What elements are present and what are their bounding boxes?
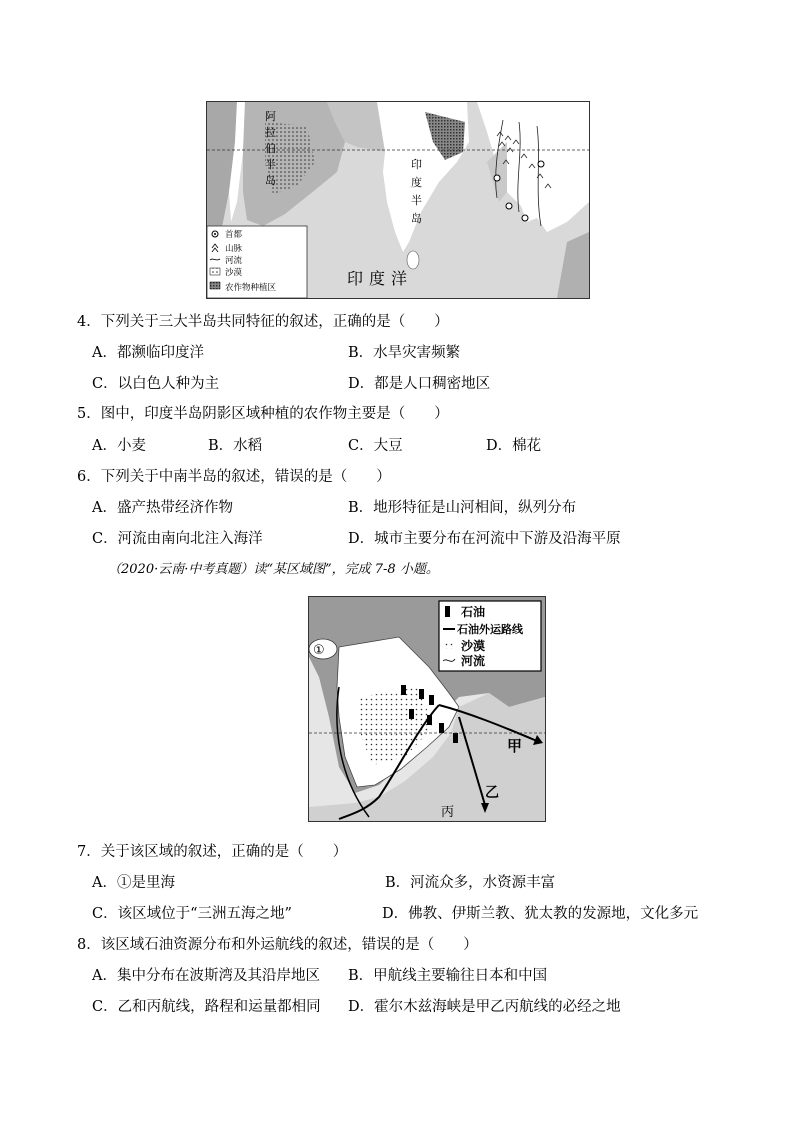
mark-yi: 乙 <box>485 785 499 801</box>
desert-icon <box>210 268 220 275</box>
sri-lanka <box>407 251 419 269</box>
q8-option-d[interactable]: D．霍尔木兹海峡是甲乙丙航线的必经之地 <box>348 999 621 1015</box>
map1-svg <box>207 102 589 298</box>
q8-option-b[interactable]: B．甲航线主要输往日本和中国 <box>348 968 548 984</box>
ocean-label: 印度洋 <box>347 269 414 288</box>
legend-river-label-2: 河流 <box>461 654 486 668</box>
map1-legend <box>207 226 307 298</box>
q7-option-b[interactable]: B．河流众多，水资源丰富 <box>385 875 556 891</box>
legend-crop-label: 农作物种植区 <box>225 283 277 293</box>
desert-icon-2 <box>443 641 455 649</box>
q6-option-a[interactable]: A．盛产热带经济作物 <box>92 500 233 516</box>
question-5-stem: 5．图中，印度半岛阴影区域种植的农作物主要是（ ） <box>77 406 449 422</box>
q7-option-d[interactable]: D．佛教、伊斯兰教、犹太教的发源地，文化多元 <box>382 906 699 922</box>
mark-one: ① <box>313 643 325 658</box>
q6-option-c[interactable]: C．河流由南向北注入海洋 <box>92 531 263 547</box>
question-4-stem: 4．下列关于三大半岛共同特征的叙述，正确的是（ ） <box>77 314 449 330</box>
map2-legend <box>439 601 541 671</box>
south-asia-peninsulas-map <box>206 101 590 299</box>
q8-option-c[interactable]: C．乙和丙航线，路程和运量都相同 <box>92 999 321 1015</box>
mark-bing: 丙 <box>441 805 455 820</box>
oil-icon <box>445 606 450 617</box>
legend-desert-label: 沙漠 <box>225 268 243 278</box>
legend-oil-label: 石油 <box>461 605 486 619</box>
q6-option-b[interactable]: B．地形特征是山河相间，纵列分布 <box>348 500 577 516</box>
q4-option-a[interactable]: A．都濒临印度洋 <box>92 345 204 361</box>
q4-option-d[interactable]: D．都是人口稠密地区 <box>348 376 491 392</box>
q5-option-c[interactable]: C．大豆 <box>348 438 403 454</box>
india-label: 印度半岛 <box>411 158 422 225</box>
legend-river-label: 河流 <box>225 256 243 266</box>
legend-capital-label: 首都 <box>225 230 243 240</box>
middle-east-region-map <box>308 596 546 822</box>
mark-jia: 甲 <box>507 737 523 755</box>
question-6-stem: 6．下列关于中南半岛的叙述，错误的是（ ） <box>77 469 391 485</box>
legend-desert-label-2: 沙漠 <box>461 639 486 653</box>
legend-route-label: 石油外运路线 <box>457 623 523 636</box>
q5-option-b[interactable]: B．水稻 <box>208 438 263 454</box>
q5-option-a[interactable]: A．小麦 <box>92 438 146 454</box>
source-note: （2020·云南·中考真题）读“某区域图”，完成 7-8 小题。 <box>108 562 439 577</box>
map2-svg <box>309 597 545 821</box>
q5-option-d[interactable]: D．棉花 <box>486 438 542 454</box>
legend-mountain-label: 山脉 <box>225 244 243 254</box>
question-7-stem: 7．关于该区域的叙述，正确的是（ ） <box>77 844 348 860</box>
q7-option-c[interactable]: C．该区域位于“三洲五海之地” <box>92 906 292 922</box>
q4-option-b[interactable]: B．水旱灾害频繁 <box>348 345 461 361</box>
q8-option-a[interactable]: A．集中分布在波斯湾及其沿岸地区 <box>92 968 320 984</box>
question-8-stem: 8．该区域石油资源分布和外运航线的叙述，错误的是（ ） <box>77 937 478 953</box>
arabia-label: 阿拉伯半岛 <box>265 110 276 187</box>
q4-option-c[interactable]: C．以白色人种为主 <box>92 376 220 392</box>
crop-icon <box>210 282 220 289</box>
q6-option-d[interactable]: D．城市主要分布在河流中下游及沿海平原 <box>348 531 621 547</box>
q7-option-a[interactable]: A．①是里海 <box>92 875 175 891</box>
